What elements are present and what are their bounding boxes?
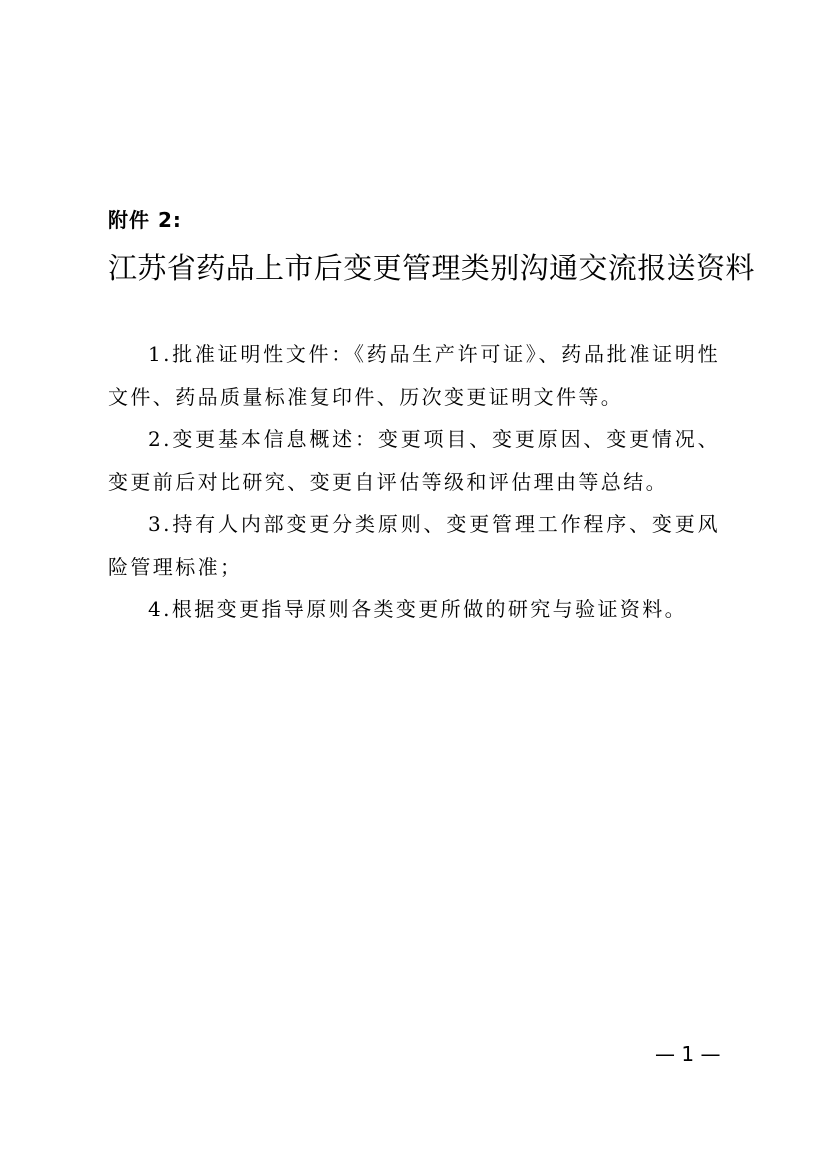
page-number: — 1 —: [655, 1042, 721, 1066]
paragraph-1: 1.批准证明性文件：《药品生产许可证》、药品批准证明性文件、药品质量标准复印件、历次变更证明文件等。: [108, 342, 720, 409]
document-body: [108, 333, 720, 631]
paragraph-3: 3.持有人内部变更分类原则、变更管理工作程序、变更风险管理标准；: [108, 512, 720, 579]
attachment-label: 附件 2:: [108, 208, 182, 232]
document-title: 江苏省药品上市后变更管理类别沟通交流报送资料: [108, 251, 755, 285]
paragraph-4: 4.根据变更指导原则各类变更所做的研究与验证资料。: [148, 597, 688, 621]
paragraph-2: 2.变更基本信息概述：变更项目、变更原因、变更情况、变更前后对比研究、变更自评估等级和评估理由等总结。: [108, 427, 720, 494]
